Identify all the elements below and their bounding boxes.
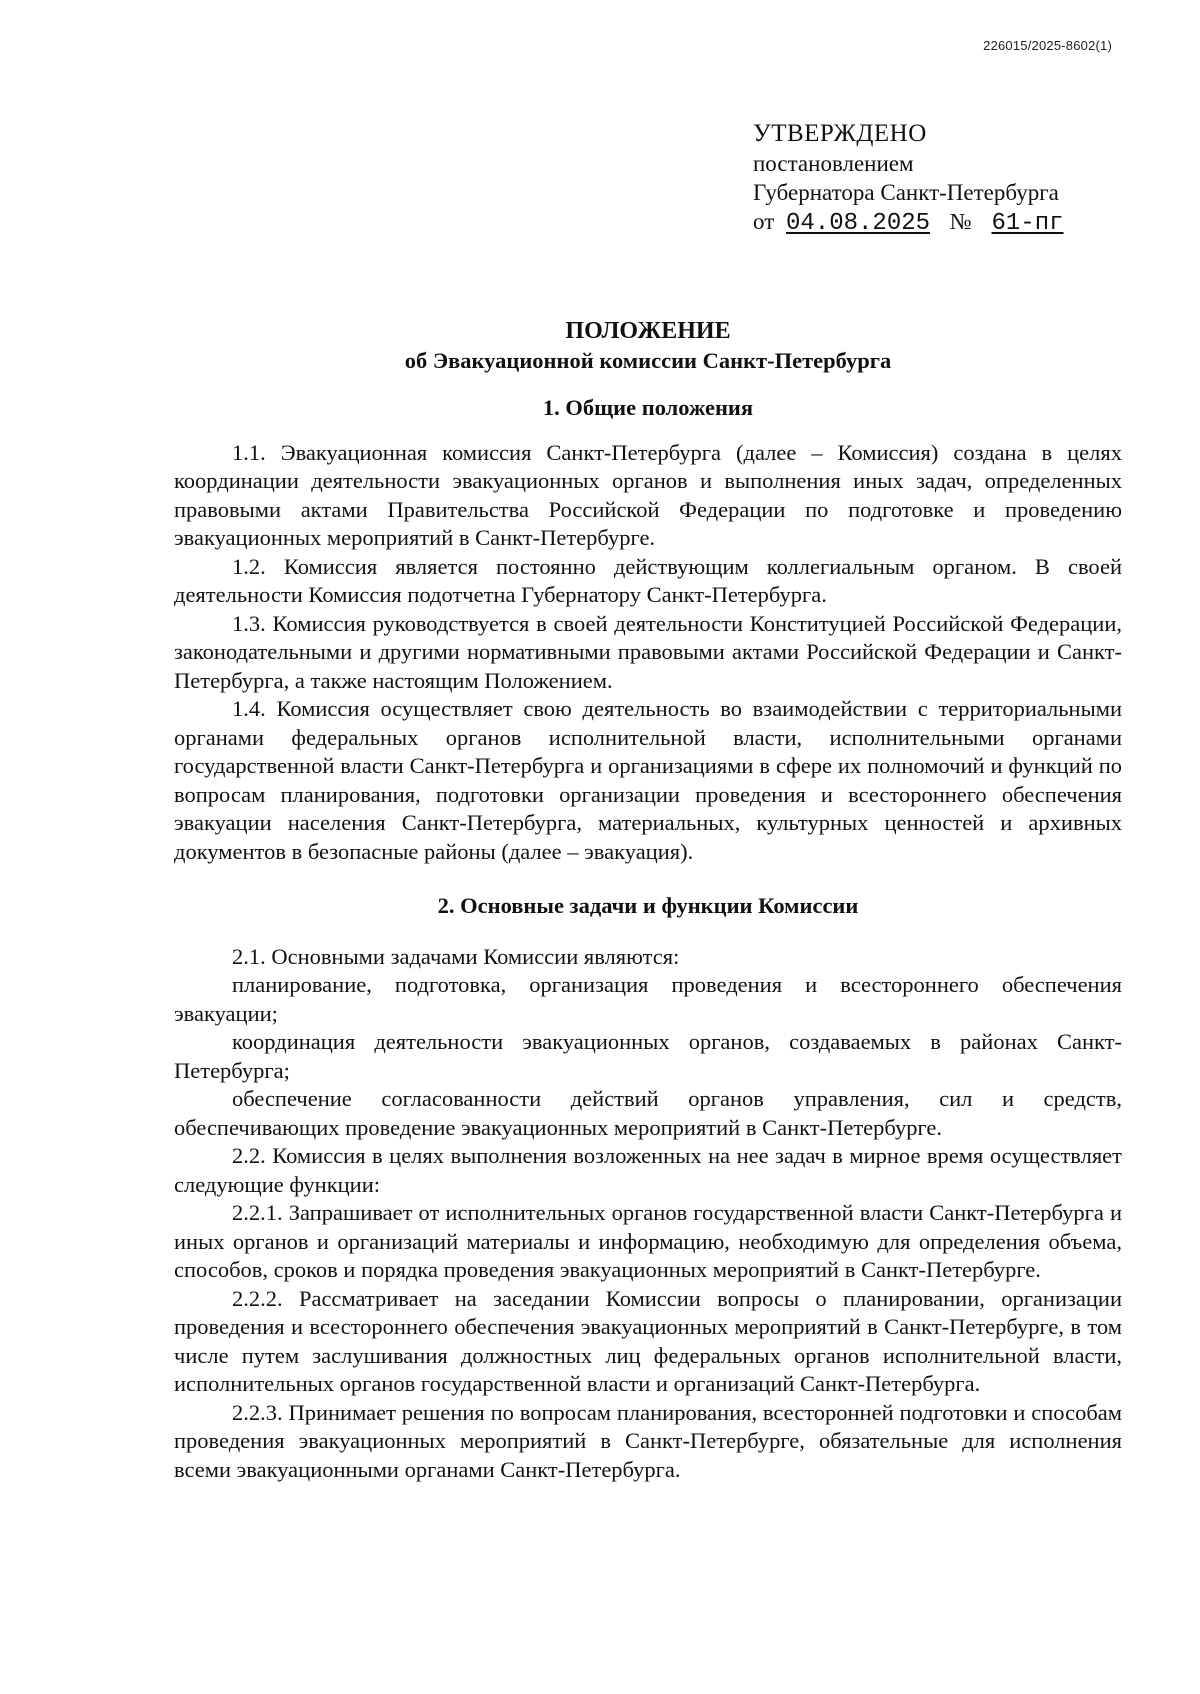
paragraph-1-4: 1.4. Комиссия осуществляет свою деятельность во взаимодействии с территориальными органами федеральных органов исполнительной власти, исполнительными органами государственной власти Санкт-Петербурга и организациями в сфере их полномочий и функций по вопросам планирования, подготовки организации проведения и всестороннего обеспечения эвакуации населения Санкт-Петербурга, материальных, культурных ценностей и архивных документов в безопасные районы (далее – эвакуация). <box>174 696 1122 864</box>
approval-date: 04.08.2025 <box>786 210 931 237</box>
document-title: ПОЛОЖЕНИЕ <box>565 318 731 344</box>
document-registration-number: 226015/2025-8602(1) <box>983 38 1112 53</box>
approval-block <box>753 118 1064 238</box>
section-heading: 2. Основные задачи и функции Комиссии <box>437 893 859 918</box>
section-general-provisions <box>174 394 1122 866</box>
document-subtitle: об Эвакуационной комиссии Санкт-Петербурга <box>404 348 892 373</box>
paragraph-2-2-3: 2.2.3. Принимает решения по вопросам планирования, всесторонней подготовки и способам проведения эвакуационных мероприятий в Санкт-Петербурге, обязательные для исполнения всеми эвакуационными органами Санкт-Петербурга. <box>174 1399 1122 1482</box>
approved-stamp-word: УТВЕРЖДЕНО <box>753 120 927 147</box>
paragraph-1-1: 1.1. Эвакуационная комиссия Санкт-Петербурга (далее – Комиссия) создана в целях координации деятельности эвакуационных органов и выполнения иных задач, определенных правовыми актами Правительства Российской Федерации по подготовке и проведению эвакуационных мероприятий в Санкт-Петербурге. <box>174 439 1122 550</box>
paragraph-2-2-2: 2.2.2. Рассматривает на заседании Комиссии вопросы о планировании, организации проведения и всестороннего обеспечения эвакуационных мероприятий в Санкт-Петербурге, в том числе путем заслушивания должностных лиц федеральных органов исполнительной власти, исполнительных органов государственной власти и организаций Санкт-Петербурга. <box>174 1285 1122 1396</box>
approval-number: 61-пг <box>991 210 1064 237</box>
approval-from-prefix: от <box>753 209 775 234</box>
approval-line-resolution: постановлением <box>753 151 914 176</box>
paragraph-1-3: 1.3. Комиссия руководствуется в своей деятельности Конституцией Российской Федерации, законодательными и другими нормативными правовыми актами Российской Федерации и Санкт-Петербурга, а также настоящим Положением. <box>174 610 1122 693</box>
paragraph-2-1: 2.1. Основными задачами Комиссии являются: <box>232 943 680 969</box>
approval-line-governor: Губернатора Санкт-Петербурга <box>753 180 1059 205</box>
task-item-planning: планирование, подготовка, организация проведения и всестороннего обеспечения эвакуации; <box>174 972 1122 1026</box>
paragraph-2-2-1: 2.2.1. Запрашивает от исполнительных органов государственной власти Санкт-Петербурга и иных органов и организаций материалы и информацию, необходимую для определения объема, способов, сроков и порядка проведения эвакуационных мероприятий в Санкт-Петербурге. <box>174 1200 1122 1282</box>
paragraph-1-2: 1.2. Комиссия является постоянно действующим коллегиальным органом. В своей деятельности Комиссия подотчетна Губернатору Санкт-Петербурга. <box>174 553 1122 607</box>
approval-date-number-line <box>753 207 1064 238</box>
paragraph-2-2: 2.2. Комиссия в целях выполнения возложенных на нее задач в мирное время осуществляет следующие функции: <box>174 1143 1122 1197</box>
task-item-coordination: координация деятельности эвакуационных органов, создаваемых в районах Санкт-Петербурга; <box>174 1029 1122 1083</box>
section-main-tasks <box>174 892 1122 1484</box>
document-body <box>174 316 1122 1484</box>
section-heading: 1. Общие положения <box>542 395 754 420</box>
task-item-consistency: обеспечение согласованности действий органов управления, сил и средств, обеспечивающих проведение эвакуационных мероприятий в Санкт-Петербурге. <box>174 1086 1122 1140</box>
approval-number-sign: № <box>949 209 972 234</box>
